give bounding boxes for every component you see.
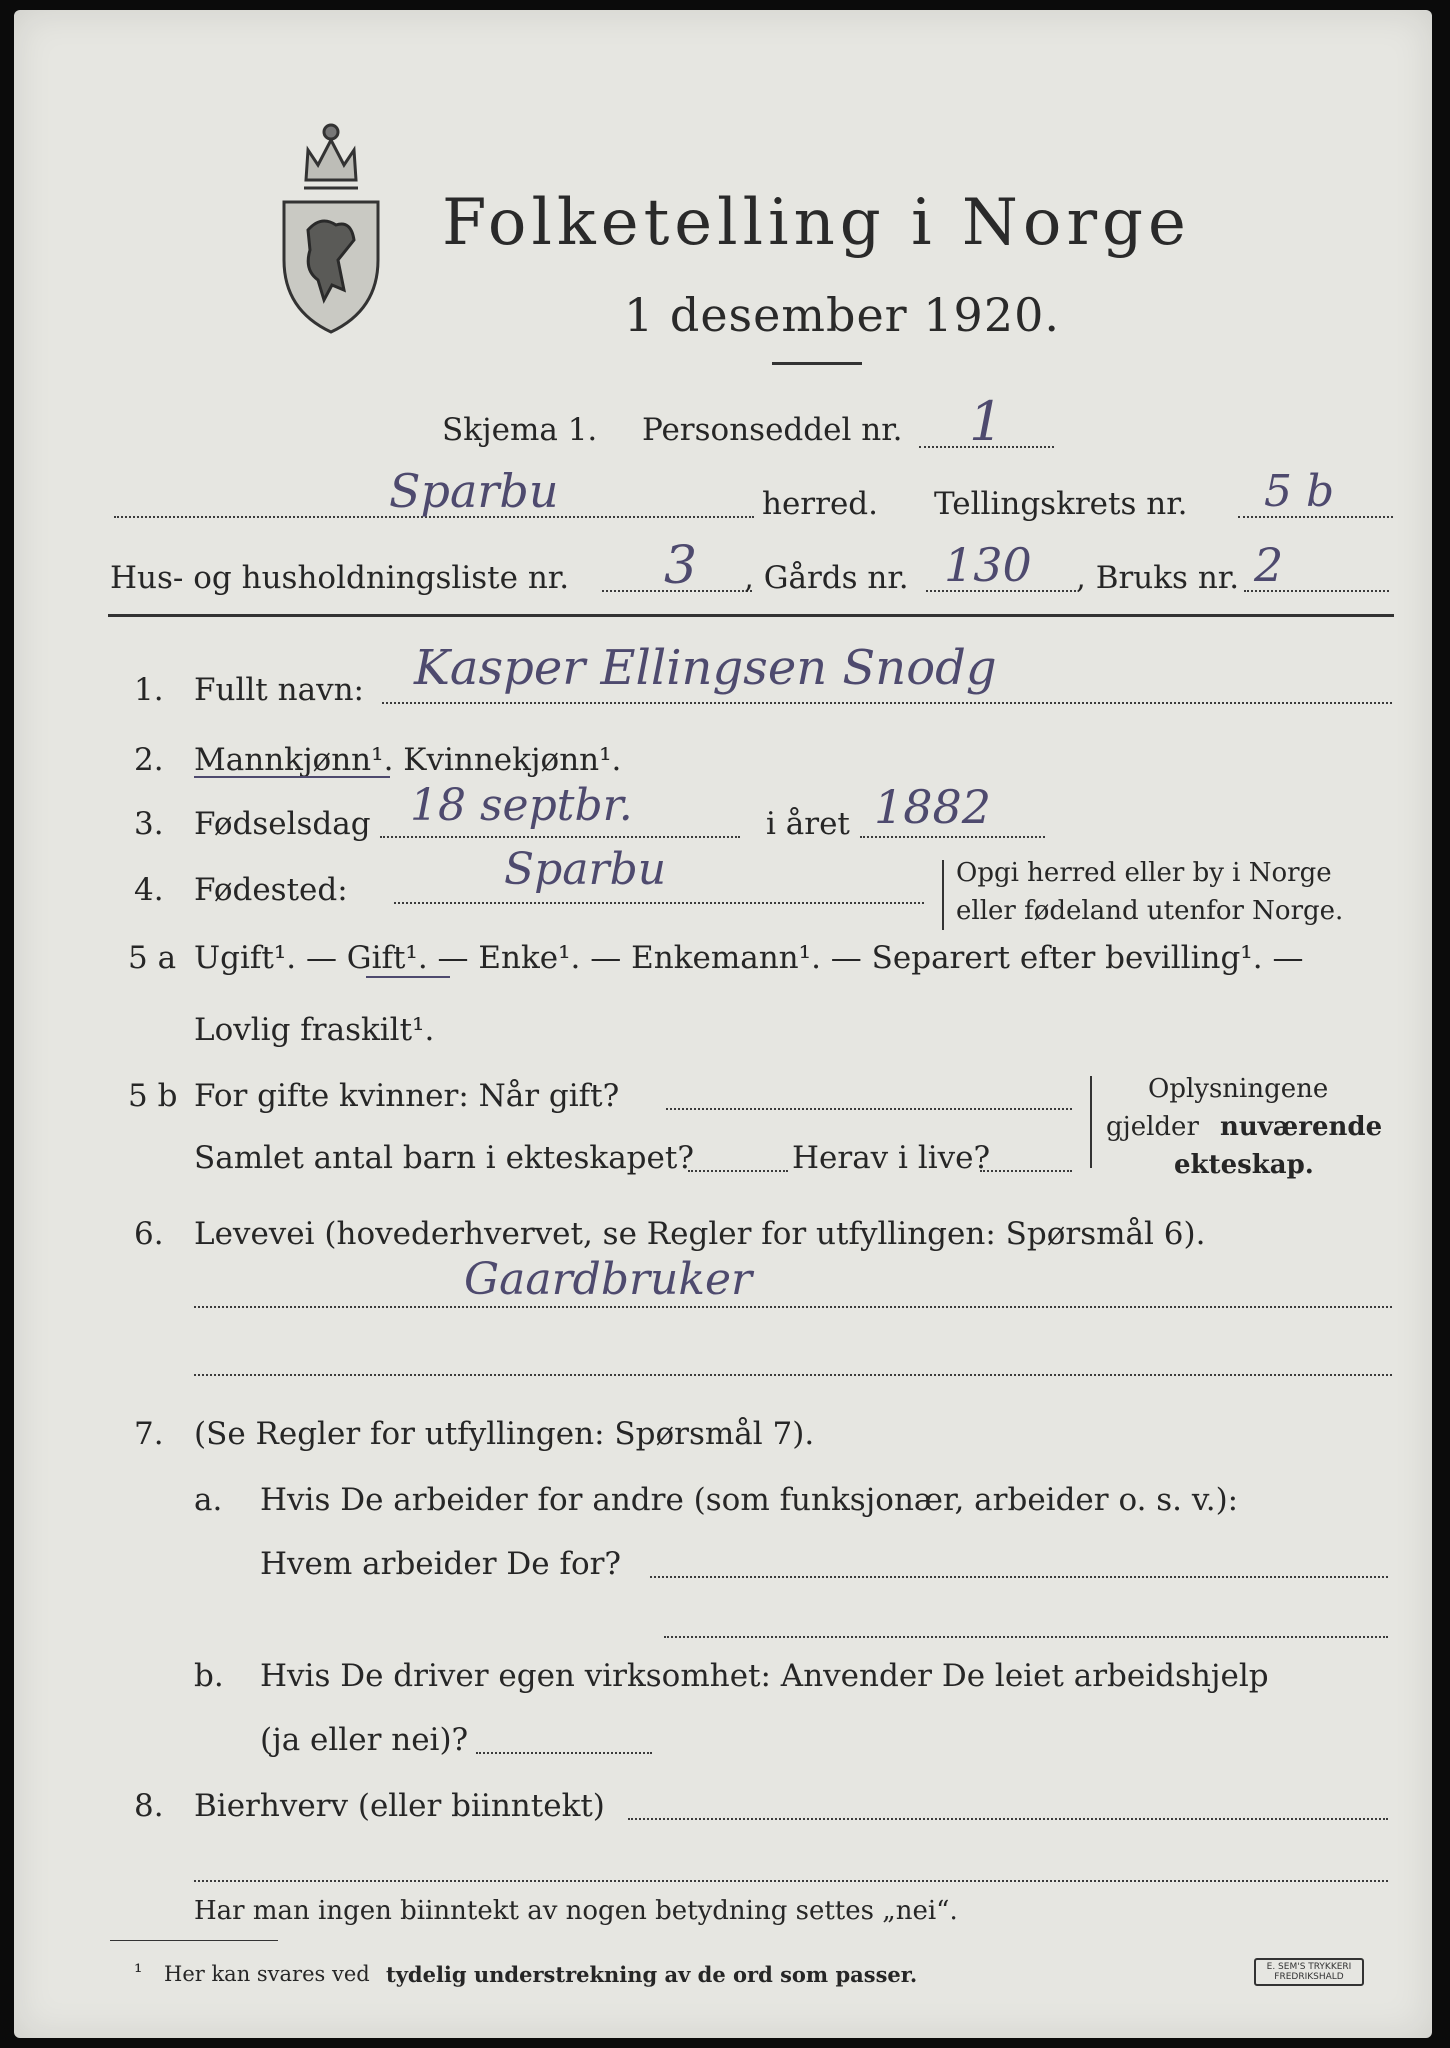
- q7-label: (Se Regler for utfyllingen: Spørsmål 7).: [194, 1416, 815, 1452]
- occupation-field-line-2: [194, 1374, 1392, 1376]
- gender-underline-mark: [194, 776, 390, 778]
- marriage-note-brace: [1090, 1076, 1092, 1168]
- husliste-label: Hus- og husholdningsliste nr.: [110, 560, 570, 596]
- children-total-field-line: [688, 1170, 788, 1172]
- q5b-number: 5 b: [128, 1078, 178, 1114]
- employer-field-line-1: [650, 1576, 1388, 1578]
- birthplace-note-line2: eller fødeland utenfor Norge.: [956, 896, 1344, 926]
- gards-value[interactable]: 130: [944, 538, 1032, 592]
- side-income-label: Bierhverv (eller biinntekt): [194, 1788, 605, 1824]
- herred-label: herred.: [762, 486, 878, 522]
- when-married-label: For gifte kvinner: Når gift?: [194, 1078, 620, 1114]
- title-divider: [772, 362, 862, 365]
- marriage-note-line1: Oplysningene: [1148, 1074, 1329, 1104]
- children-alive-label: Herav i live?: [792, 1140, 991, 1176]
- q7b-question: Hvis De driver egen virksomhet: Anvender De leiet arbeidshjelp: [260, 1658, 1269, 1694]
- birthday-field-line: [380, 836, 740, 838]
- birthplace-value[interactable]: Sparbu: [504, 844, 667, 895]
- birthplace-note-line1: Opgi herred eller by i Norge: [956, 858, 1332, 888]
- side-income-field-line-2: [194, 1880, 1388, 1882]
- q6-number: 6.: [134, 1216, 164, 1252]
- q2-number: 2.: [134, 742, 164, 778]
- q5a-number: 5 a: [128, 940, 177, 976]
- side-income-note: Har man ingen biinntekt av nogen betydning settes „nei“.: [194, 1896, 958, 1926]
- birthplace-note-brace: [942, 860, 944, 930]
- header-separator: [108, 614, 1394, 617]
- q7a-letter: a.: [194, 1482, 223, 1518]
- personseddel-label: Personseddel nr.: [642, 412, 903, 448]
- census-form-sheet: [14, 10, 1432, 2038]
- q1-number: 1.: [134, 672, 164, 708]
- full-name-value[interactable]: Kasper Ellingsen Snodg: [414, 640, 997, 696]
- hired-help-label: (ja eller nei)?: [260, 1722, 469, 1758]
- norwegian-coat-of-arms-icon: [266, 110, 396, 336]
- gards-label: , Gårds nr.: [744, 560, 909, 596]
- husliste-value[interactable]: 3: [664, 536, 698, 596]
- children-alive-field-line: [980, 1170, 1072, 1172]
- occupation-label: Levevei (hovederhvervet, se Regler for utfyllingen: Spørsmål 6).: [194, 1216, 1206, 1252]
- printer-stamp: E. SEM'S TRYKKERI FREDRIKSHALD: [1254, 1958, 1364, 1986]
- skjema-label: Skjema 1.: [442, 412, 598, 448]
- occupation-value[interactable]: Gaardbruker: [464, 1254, 753, 1305]
- personseddel-value[interactable]: 1: [969, 390, 1004, 453]
- marriage-note-line2b: nuværende: [1220, 1112, 1383, 1142]
- gender-options: Mannkjønn¹. Kvinnekjønn¹.: [194, 742, 622, 778]
- birthday-value[interactable]: 18 septbr.: [410, 780, 633, 831]
- birthplace-label: Fødested:: [194, 872, 348, 908]
- q7a-question: Hvis De arbeider for andre (som funksjonær, arbeider o. s. v.):: [260, 1482, 1239, 1518]
- side-income-field-line-1: [628, 1818, 1388, 1820]
- birth-year-value[interactable]: 1882: [874, 780, 992, 834]
- marriage-note-line2a: gjelder: [1106, 1112, 1199, 1142]
- birth-year-label: i året: [766, 806, 850, 842]
- when-married-field-line: [666, 1108, 1072, 1110]
- employer-label: Hvem arbeider De for?: [260, 1546, 622, 1582]
- hired-help-field-line: [476, 1752, 652, 1754]
- marital-status-underline-mark: [366, 976, 450, 978]
- tellingskrets-label: Tellingskrets nr.: [934, 486, 1188, 522]
- marriage-note-line3: ekteskap.: [1174, 1150, 1314, 1180]
- marital-status-options-line2: Lovlig fraskilt¹.: [194, 1012, 435, 1048]
- herred-value[interactable]: Sparbu: [389, 464, 559, 518]
- footnote-mark: ¹: [134, 1960, 143, 1984]
- census-date: 1 desember 1920.: [624, 288, 1060, 342]
- q7-number: 7.: [134, 1416, 164, 1452]
- footnote-rule: [110, 1940, 278, 1941]
- birthplace-field-line: [394, 902, 924, 904]
- bruks-label: , Bruks nr.: [1076, 560, 1240, 596]
- q3-number: 3.: [134, 806, 164, 842]
- full-name-field-line: [382, 702, 1392, 704]
- occupation-field-line-1: [194, 1306, 1392, 1308]
- footnote-text-a: Her kan svares ved: [164, 1962, 370, 1986]
- q8-number: 8.: [134, 1788, 164, 1824]
- q7b-letter: b.: [194, 1658, 224, 1694]
- bruks-value[interactable]: 2: [1254, 538, 1284, 592]
- footnote-text-b: tydelig understrekning av de ord som passer.: [386, 1962, 918, 1987]
- q4-number: 4.: [134, 872, 164, 908]
- tellingskrets-value[interactable]: 5 b: [1264, 466, 1335, 517]
- birth-year-field-line: [860, 836, 1045, 838]
- employer-field-line-2: [664, 1636, 1388, 1638]
- form-title: Folketelling i Norge: [442, 186, 1191, 260]
- children-total-label: Samlet antal barn i ekteskapet?: [194, 1140, 694, 1176]
- full-name-label: Fullt navn:: [194, 672, 364, 708]
- marital-status-options: Ugift¹. — Gift¹. — Enke¹. — Enkemann¹. — Separert efter bevilling¹. —: [194, 940, 1304, 976]
- birthday-label: Fødselsdag: [194, 806, 371, 842]
